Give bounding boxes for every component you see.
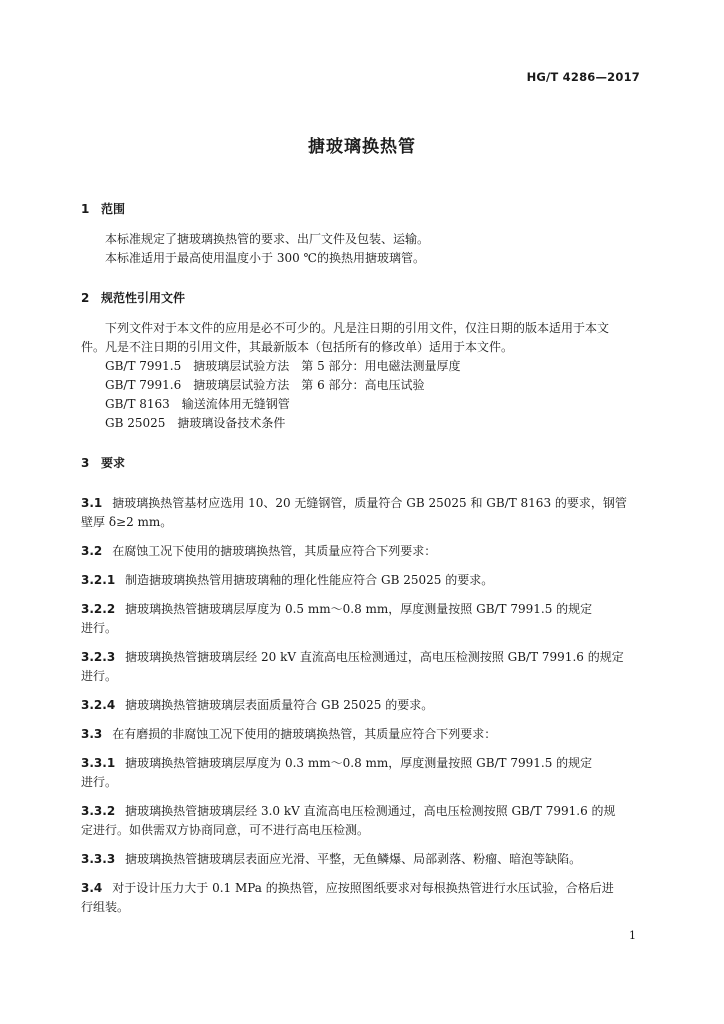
clause-3-2-2	[81, 600, 643, 638]
clause-3-4	[81, 879, 643, 917]
clause-3-3-2	[81, 802, 643, 840]
clause-text-line-1: 在腐蚀工况下使用的搪玻璃换热管，其质量应符合下列要求：	[112, 544, 437, 558]
reference-item: GB 25025 搪玻璃设备技术条件	[105, 416, 286, 430]
clause-number: 3.3.1	[81, 756, 116, 770]
section-3-heading	[81, 454, 643, 473]
section-title: 范围	[101, 202, 126, 216]
clause-number: 3.3.3	[81, 852, 116, 866]
references-intro-line-1: 下列文件对于本文件的应用是必不可少的。凡是注日期的引用文件，仅注日期的版本适用于本文	[105, 321, 610, 335]
standard-code: HG/T 4286—2017	[526, 70, 640, 84]
clause-text-line-1: 搪玻璃换热管搪玻璃层经 3.0 kV 直流高电压检测通过，高电压检测按照 GB/T 7991.6 的规	[125, 804, 616, 818]
clause-number: 3.2.4	[81, 698, 116, 712]
clause-number: 3.3	[81, 727, 103, 741]
scope-paragraph-1: 本标准规定了搪玻璃换热管的要求、出厂文件及包装、运输。	[105, 232, 430, 246]
clause-3-2-3	[81, 648, 643, 686]
clause-text-line-1: 搪玻璃换热管搪玻璃层表面质量符合 GB 25025 的要求。	[125, 698, 434, 712]
section-number: 2	[81, 291, 90, 305]
clause-text-line-1: 制造搪玻璃换热管用搪玻璃釉的理化性能应符合 GB 25025 的要求。	[125, 573, 494, 587]
clause-number: 3.2	[81, 544, 103, 558]
clause-text-line-1: 对于设计压力大于 0.1 MPa 的换热管，应按照图纸要求对每根换热管进行水压试验，合格后进	[112, 881, 614, 895]
clause-number: 3.1	[81, 496, 103, 510]
clause-text-line-2: 进行。	[81, 621, 118, 635]
scope-paragraph-2: 本标准适用于最高使用温度小于 300 ℃的换热用搪玻璃管。	[105, 251, 425, 265]
clause-text-line-1: 搪玻璃换热管搪玻璃层经 20 kV 直流高电压检测通过，高电压检测按照 GB/T 7991.6 的规定	[125, 650, 624, 664]
clause-text-line-1: 搪玻璃换热管搪玻璃层厚度为 0.3 mm～0.8 mm，厚度测量按照 GB/T 7991.5 的规定	[125, 756, 593, 770]
clause-text-line-1: 在有磨损的非腐蚀工况下使用的搪玻璃换热管，其质量应符合下列要求：	[112, 727, 497, 741]
clause-text-line-1: 搪玻璃换热管搪玻璃层表面应光滑、平整，无鱼鳞爆、局部剥落、粉瘤、暗泡等缺陷。	[125, 852, 582, 866]
clause-text-line-2: 定进行。如供需双方协商同意，可不进行高电压检测。	[81, 823, 370, 837]
reference-item: GB/T 7991.5 搪玻璃层试验方法 第 5 部分：用电磁法测量厚度	[105, 359, 461, 373]
page-number: 1	[629, 929, 636, 942]
clause-3-2	[81, 542, 643, 561]
clause-number: 3.2.3	[81, 650, 116, 664]
section-number: 1	[81, 202, 90, 216]
section-title: 规范性引用文件	[101, 291, 186, 305]
document-body	[81, 200, 643, 917]
reference-item: GB/T 8163 输送流体用无缝钢管	[105, 397, 290, 411]
clause-number: 3.2.1	[81, 573, 116, 587]
clause-3-2-1	[81, 571, 643, 590]
clause-3-3	[81, 725, 643, 744]
references-intro-line-2: 件。凡是不注日期的引用文件，其最新版本（包括所有的修改单）适用于本文件。	[81, 340, 514, 354]
clause-3-1	[81, 494, 643, 532]
clause-3-3-1	[81, 754, 643, 792]
section-title: 要求	[101, 456, 126, 470]
clause-3-2-4	[81, 696, 643, 715]
clause-text-line-2: 进行。	[81, 775, 118, 789]
clause-text-line-2: 壁厚 δ≥2 mm。	[81, 515, 173, 529]
clause-text-line-2: 行组装。	[81, 900, 130, 914]
section-2-heading	[81, 289, 643, 308]
clause-text-line-1: 搪玻璃换热管搪玻璃层厚度为 0.5 mm～0.8 mm，厚度测量按照 GB/T 7991.5 的规定	[125, 602, 593, 616]
clause-number: 3.2.2	[81, 602, 116, 616]
reference-item: GB/T 7991.6 搪玻璃层试验方法 第 6 部分：高电压试验	[105, 378, 425, 392]
clause-text-line-2: 进行。	[81, 669, 118, 683]
section-1-heading	[81, 200, 643, 219]
clause-text-line-1: 搪玻璃换热管基材应选用 10、20 无缝钢管，质量符合 GB 25025 和 GB/T 8163 的要求，钢管	[112, 496, 627, 510]
section-number: 3	[81, 456, 90, 470]
clause-number: 3.3.2	[81, 804, 116, 818]
clause-number: 3.4	[81, 881, 103, 895]
clause-3-3-3	[81, 850, 643, 869]
document-title: 搪玻璃换热管	[308, 137, 416, 157]
